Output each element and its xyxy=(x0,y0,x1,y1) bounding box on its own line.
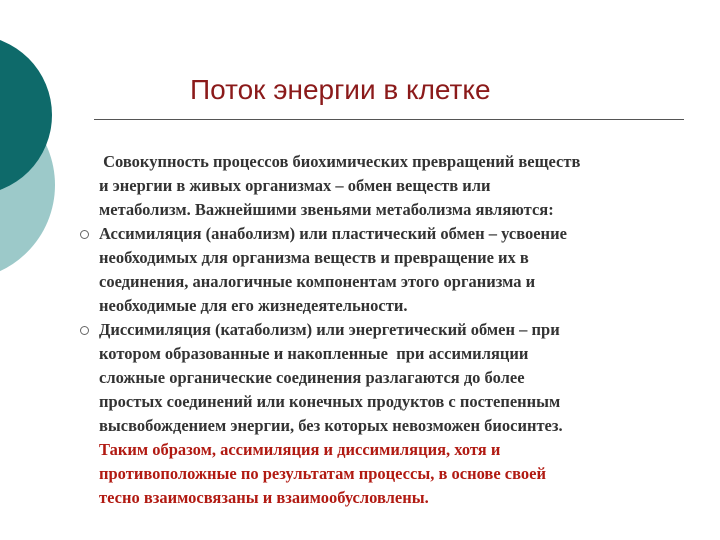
bullet-line: необходимые для его жизнедеятельности. xyxy=(99,296,408,315)
bullet-line: котором образованные и накопленные при ассимиляции xyxy=(99,344,529,363)
conclusion-line: противоположные по результатам процессы, в основе своей xyxy=(99,464,546,483)
bullet-line: соединения, аналогичные компонентам этого организма и xyxy=(99,272,536,291)
decorative-circles xyxy=(0,0,80,300)
bullet-line: Диссимиляция (катаболизм) или энергетический обмен – при xyxy=(99,320,560,339)
hollow-circle-bullet-icon xyxy=(80,230,89,239)
bullet-line: простых соединений или конечных продуктов с постепенным xyxy=(99,392,561,411)
intro-line: Совокупность процессов биохимических превращений веществ xyxy=(99,152,581,171)
intro-line: и энергии в живых организмах – обмен веществ или xyxy=(99,176,491,195)
hollow-circle-bullet-icon xyxy=(80,326,89,335)
bullet-line: необходимых для организма веществ и превращение их в xyxy=(99,248,529,267)
slide-title: Поток энергии в клетке xyxy=(190,74,491,105)
conclusion-line: тесно взаимосвязаны и взаимообусловлены. xyxy=(99,488,429,507)
intro-line: метаболизм. Важнейшими звеньями метаболизма являются: xyxy=(99,200,554,219)
title-divider xyxy=(94,119,684,120)
conclusion-line: Таким образом, ассимиляция и диссимиляция, хотя и xyxy=(99,440,501,459)
bullet-assimilation xyxy=(80,222,690,318)
bullet-dissimilation xyxy=(80,318,690,510)
intro-paragraph xyxy=(80,150,690,222)
bullet-line: сложные органические соединения разлагаются до более xyxy=(99,368,525,387)
slide-body xyxy=(80,150,690,510)
bullet-line: Ассимиляция (анаболизм) или пластический обмен – усвоение xyxy=(99,224,567,243)
bullet-line: высвобождением энергии, без которых невозможен биосинтез. xyxy=(99,416,563,435)
